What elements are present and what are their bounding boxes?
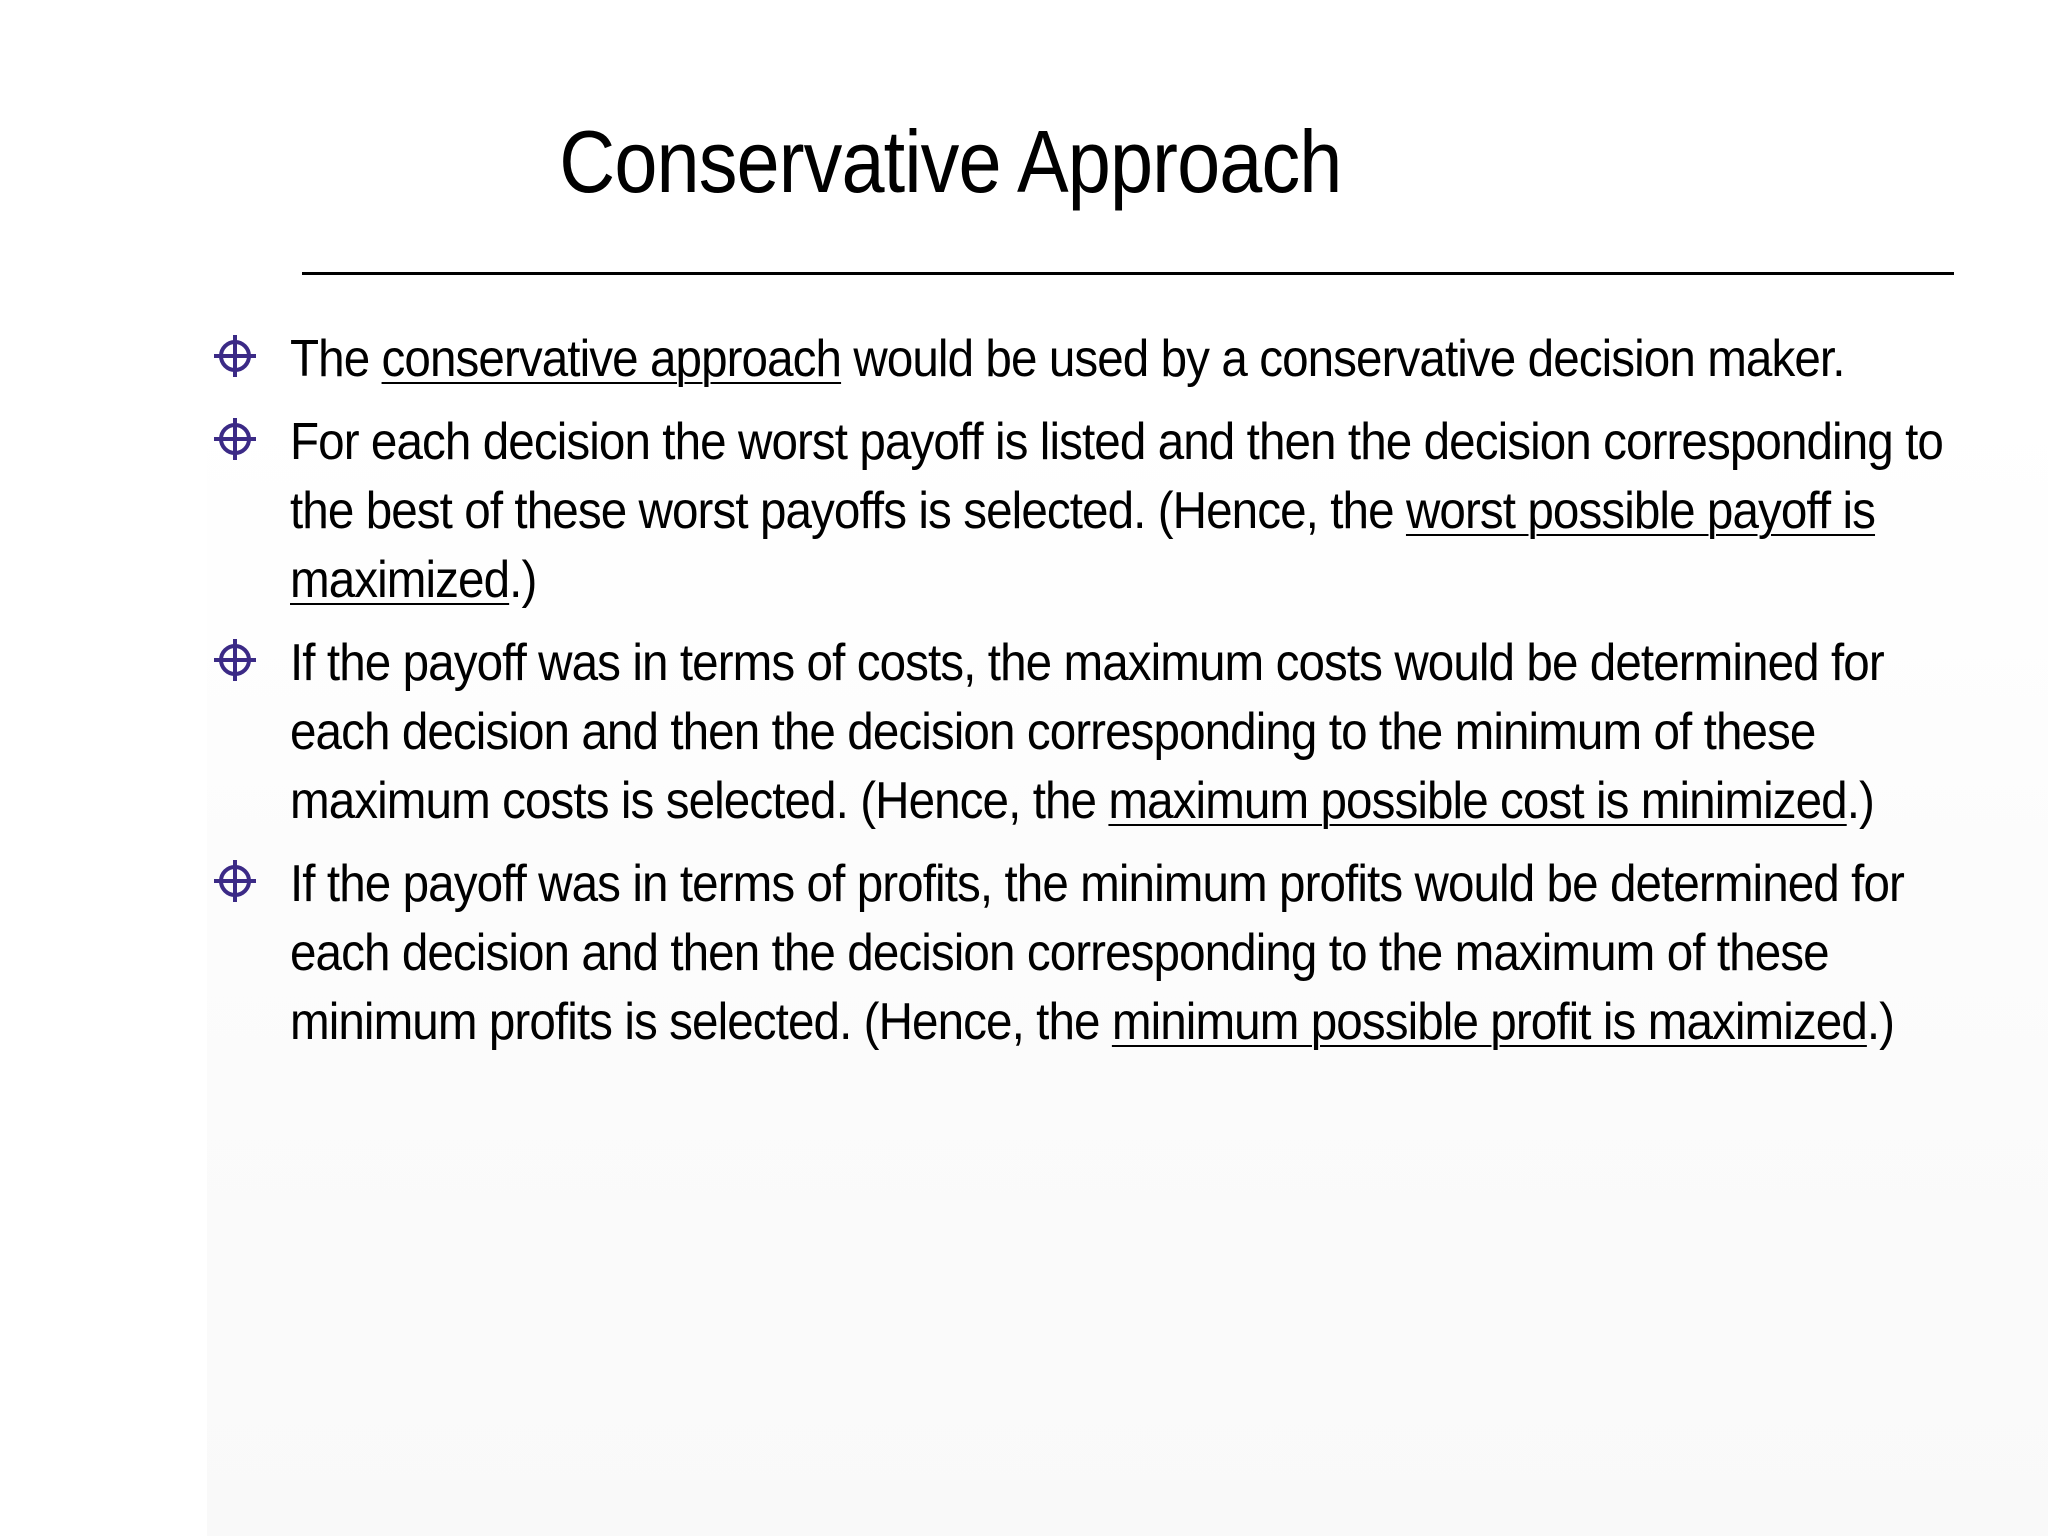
- bullet-text: [290, 325, 1946, 394]
- crosshair-target-icon: [212, 858, 258, 904]
- bullet-text-part: If the payoff was in terms of profits, the minimum profits would be determined for each decision and then the decision corresponding to the maximum of these minimum profits is selected. (Hence, the: [290, 855, 1904, 1051]
- bullet-list: [212, 325, 1992, 1071]
- underlined-term: maximum possible cost is minimized: [1108, 772, 1847, 830]
- bullet-text-part: .): [1866, 993, 1895, 1051]
- bullet-text-part: would be used by a conservative decision maker.: [841, 330, 1845, 388]
- bullet-text-part: .): [1846, 772, 1874, 830]
- slide-title: Conservative Approach: [559, 112, 1342, 211]
- bullet-text: [290, 629, 1946, 836]
- underlined-term: minimum possible profit is maximized: [1111, 993, 1867, 1051]
- bullet-text: [290, 408, 1946, 615]
- bullet-item: [212, 629, 1992, 836]
- bullet-text-part: .): [509, 551, 537, 609]
- bullet-item: [212, 325, 1992, 394]
- bullet-item: [212, 850, 1992, 1057]
- bullet-text-part: If the payoff was in terms of costs, the maximum costs would be determined for each decision and then the decision corresponding to the minimum of these maximum costs is selected. (Hence, the: [290, 634, 1884, 830]
- underlined-term: worst possible payoff is maximized: [290, 482, 1876, 609]
- crosshair-target-icon: [212, 637, 258, 683]
- title-divider: [302, 272, 1954, 275]
- bullet-text-part: The: [290, 330, 382, 388]
- bullet-text: [290, 850, 1946, 1057]
- bullet-item: [212, 408, 1992, 615]
- underlined-term: conservative approach: [381, 330, 842, 388]
- crosshair-target-icon: [212, 333, 258, 379]
- bullet-text-part: For each decision the worst payoff is listed and then the decision corresponding to the best of these worst payoffs is selected. (Hence, the: [290, 413, 1943, 540]
- crosshair-target-icon: [212, 416, 258, 462]
